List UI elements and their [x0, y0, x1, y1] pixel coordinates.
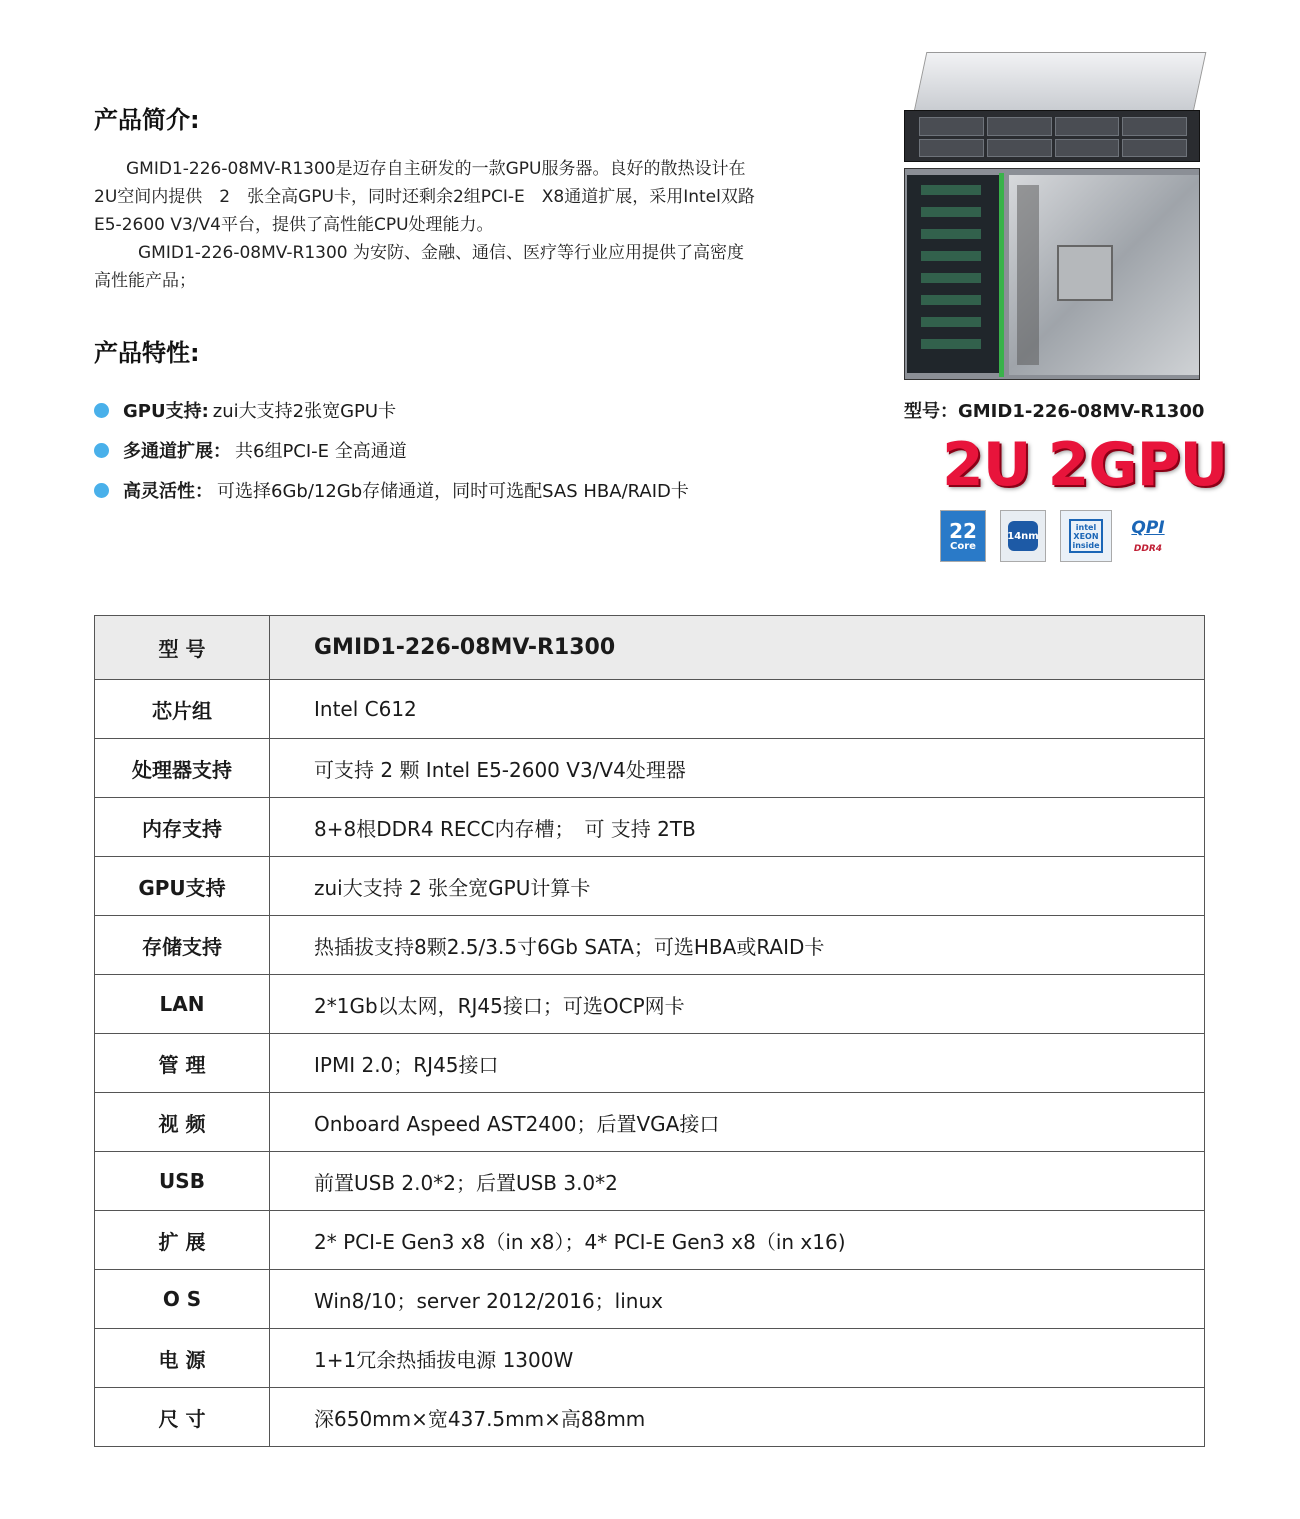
- bullet-dot-icon: [94, 483, 109, 498]
- table-row: [95, 1388, 1205, 1447]
- intro-paragraph-2: GMID1-226-08MV-R1300 为安防、金融、通信、医疗等行业应用提供了高密度高性能产品；: [94, 243, 745, 291]
- spec-label: GPU支持: [95, 857, 270, 916]
- drive-bay: [1122, 117, 1187, 136]
- feature-label: GPU支持:: [123, 401, 209, 422]
- spec-value: IPMI 2.0；RJ45接口: [270, 1034, 1205, 1093]
- badge-2u-2gpu: [942, 430, 1228, 500]
- chassis-interior: [904, 168, 1200, 380]
- spec-label: 存储支持: [95, 916, 270, 975]
- spec-label: 型 号: [95, 616, 270, 680]
- table-row: [95, 1329, 1205, 1388]
- drive-bay: [987, 117, 1052, 136]
- spec-logos: [940, 510, 1170, 562]
- feature-item-flexibility: [94, 470, 689, 510]
- chassis-top: [914, 52, 1207, 112]
- drive-bay: [987, 139, 1052, 158]
- drive-bays: [919, 117, 1187, 157]
- intel-xeon-icon: intel XEON inside: [1060, 510, 1112, 562]
- spec-label: 内存支持: [95, 798, 270, 857]
- spec-value: 前置USB 2.0*2；后置USB 3.0*2: [270, 1152, 1205, 1211]
- feature-value: 可选择6Gb/12Gb存储通道，同时可选配SAS HBA/RAID卡: [217, 481, 689, 502]
- spec-value: 8+8根DDR4 RECC内存槽； 可 支持 2TB: [270, 798, 1205, 857]
- spec-label: 芯片组: [95, 680, 270, 739]
- intro-title: 产品简介:: [94, 106, 200, 134]
- bullet-dot-icon: [94, 403, 109, 418]
- drive-bay: [919, 117, 984, 136]
- spec-label: USB: [95, 1152, 270, 1211]
- spec-value: 深650mm×宽437.5mm×高88mm: [270, 1388, 1205, 1447]
- spec-label: 尺 寸: [95, 1388, 270, 1447]
- spec-label: 扩 展: [95, 1211, 270, 1270]
- table-row: [95, 857, 1205, 916]
- spec-value: 可支持 2 颗 Intel E5-2600 V3/V4处理器: [270, 739, 1205, 798]
- spec-value: Win8/10；server 2012/2016；linux: [270, 1270, 1205, 1329]
- table-row: [95, 1034, 1205, 1093]
- spec-label: 处理器支持: [95, 739, 270, 798]
- qpi-ddr4-icon: QPI DDR4: [1131, 518, 1165, 554]
- spec-label: LAN: [95, 975, 270, 1034]
- table-row: [95, 1093, 1205, 1152]
- table-row: [95, 680, 1205, 739]
- drive-bay: [1055, 139, 1120, 158]
- table-row: [95, 1270, 1205, 1329]
- badge-2u-text: 2U: [942, 430, 1031, 500]
- feature-item-expansion: [94, 430, 689, 470]
- spec-table: [94, 615, 1205, 1447]
- feature-label: 多通道扩展：: [123, 441, 231, 462]
- spec-value: zui大支持 2 张全宽GPU计算卡: [270, 857, 1205, 916]
- table-header-row: [95, 616, 1205, 680]
- motherboard: [1009, 175, 1199, 375]
- model-caption: 型号：GMID1-226-08MV-R1300: [904, 401, 1205, 422]
- features-title: 产品特性:: [94, 339, 200, 367]
- feature-value: 共6组PCI-E 全高通道: [235, 441, 407, 462]
- bullet-dot-icon: [94, 443, 109, 458]
- spec-value: 热插拔支持8颗2.5/3.5寸6Gb SATA；可选HBA或RAID卡: [270, 916, 1205, 975]
- drive-bay: [1055, 117, 1120, 136]
- backplane: [907, 175, 999, 373]
- core-count-icon: 22 Core: [940, 510, 986, 562]
- drive-bay: [1122, 139, 1187, 158]
- spec-value: GMID1-226-08MV-R1300: [270, 616, 1205, 680]
- chassis-front-panel: [904, 110, 1200, 162]
- spec-value: Intel C612: [270, 680, 1205, 739]
- process-node-icon: 14nm: [1000, 510, 1046, 562]
- badge-2gpu-text: 2GPU: [1047, 430, 1228, 500]
- spec-label: 电 源: [95, 1329, 270, 1388]
- table-row: [95, 798, 1205, 857]
- intro-text: [94, 155, 758, 295]
- server-product-image: [904, 52, 1200, 380]
- green-panel: [999, 173, 1004, 377]
- table-row: [95, 1211, 1205, 1270]
- spec-label: 视 频: [95, 1093, 270, 1152]
- feature-value: zui大支持2张宽GPU卡: [212, 401, 397, 422]
- table-row: [95, 975, 1205, 1034]
- table-row: [95, 1152, 1205, 1211]
- table-row: [95, 916, 1205, 975]
- drive-bay: [919, 139, 984, 158]
- feature-item-gpu: [94, 390, 689, 430]
- intro-paragraph-1: GMID1-226-08MV-R1300是迈存自主研发的一款GPU服务器。良好的散热设计在2U空间内提供 2 张全高GPU卡，同时还剩余2组PCI-E X8通道扩展，采用Intel双路E5-2600 V3/V4平台，提供了高性能CPU处理能力。: [94, 159, 755, 235]
- spec-value: 2*1Gb以太网，RJ45接口；可选OCP网卡: [270, 975, 1205, 1034]
- feature-label: 高灵活性：: [123, 481, 213, 502]
- spec-value: 1+1冗余热插拔电源 1300W: [270, 1329, 1205, 1388]
- spec-value: 2* PCI-E Gen3 x8（in x8）；4* PCI-E Gen3 x8（in x16): [270, 1211, 1205, 1270]
- spec-value: Onboard Aspeed AST2400；后置VGA接口: [270, 1093, 1205, 1152]
- spec-label: 管 理: [95, 1034, 270, 1093]
- spec-label: O S: [95, 1270, 270, 1329]
- table-row: [95, 739, 1205, 798]
- feature-list: [94, 390, 689, 510]
